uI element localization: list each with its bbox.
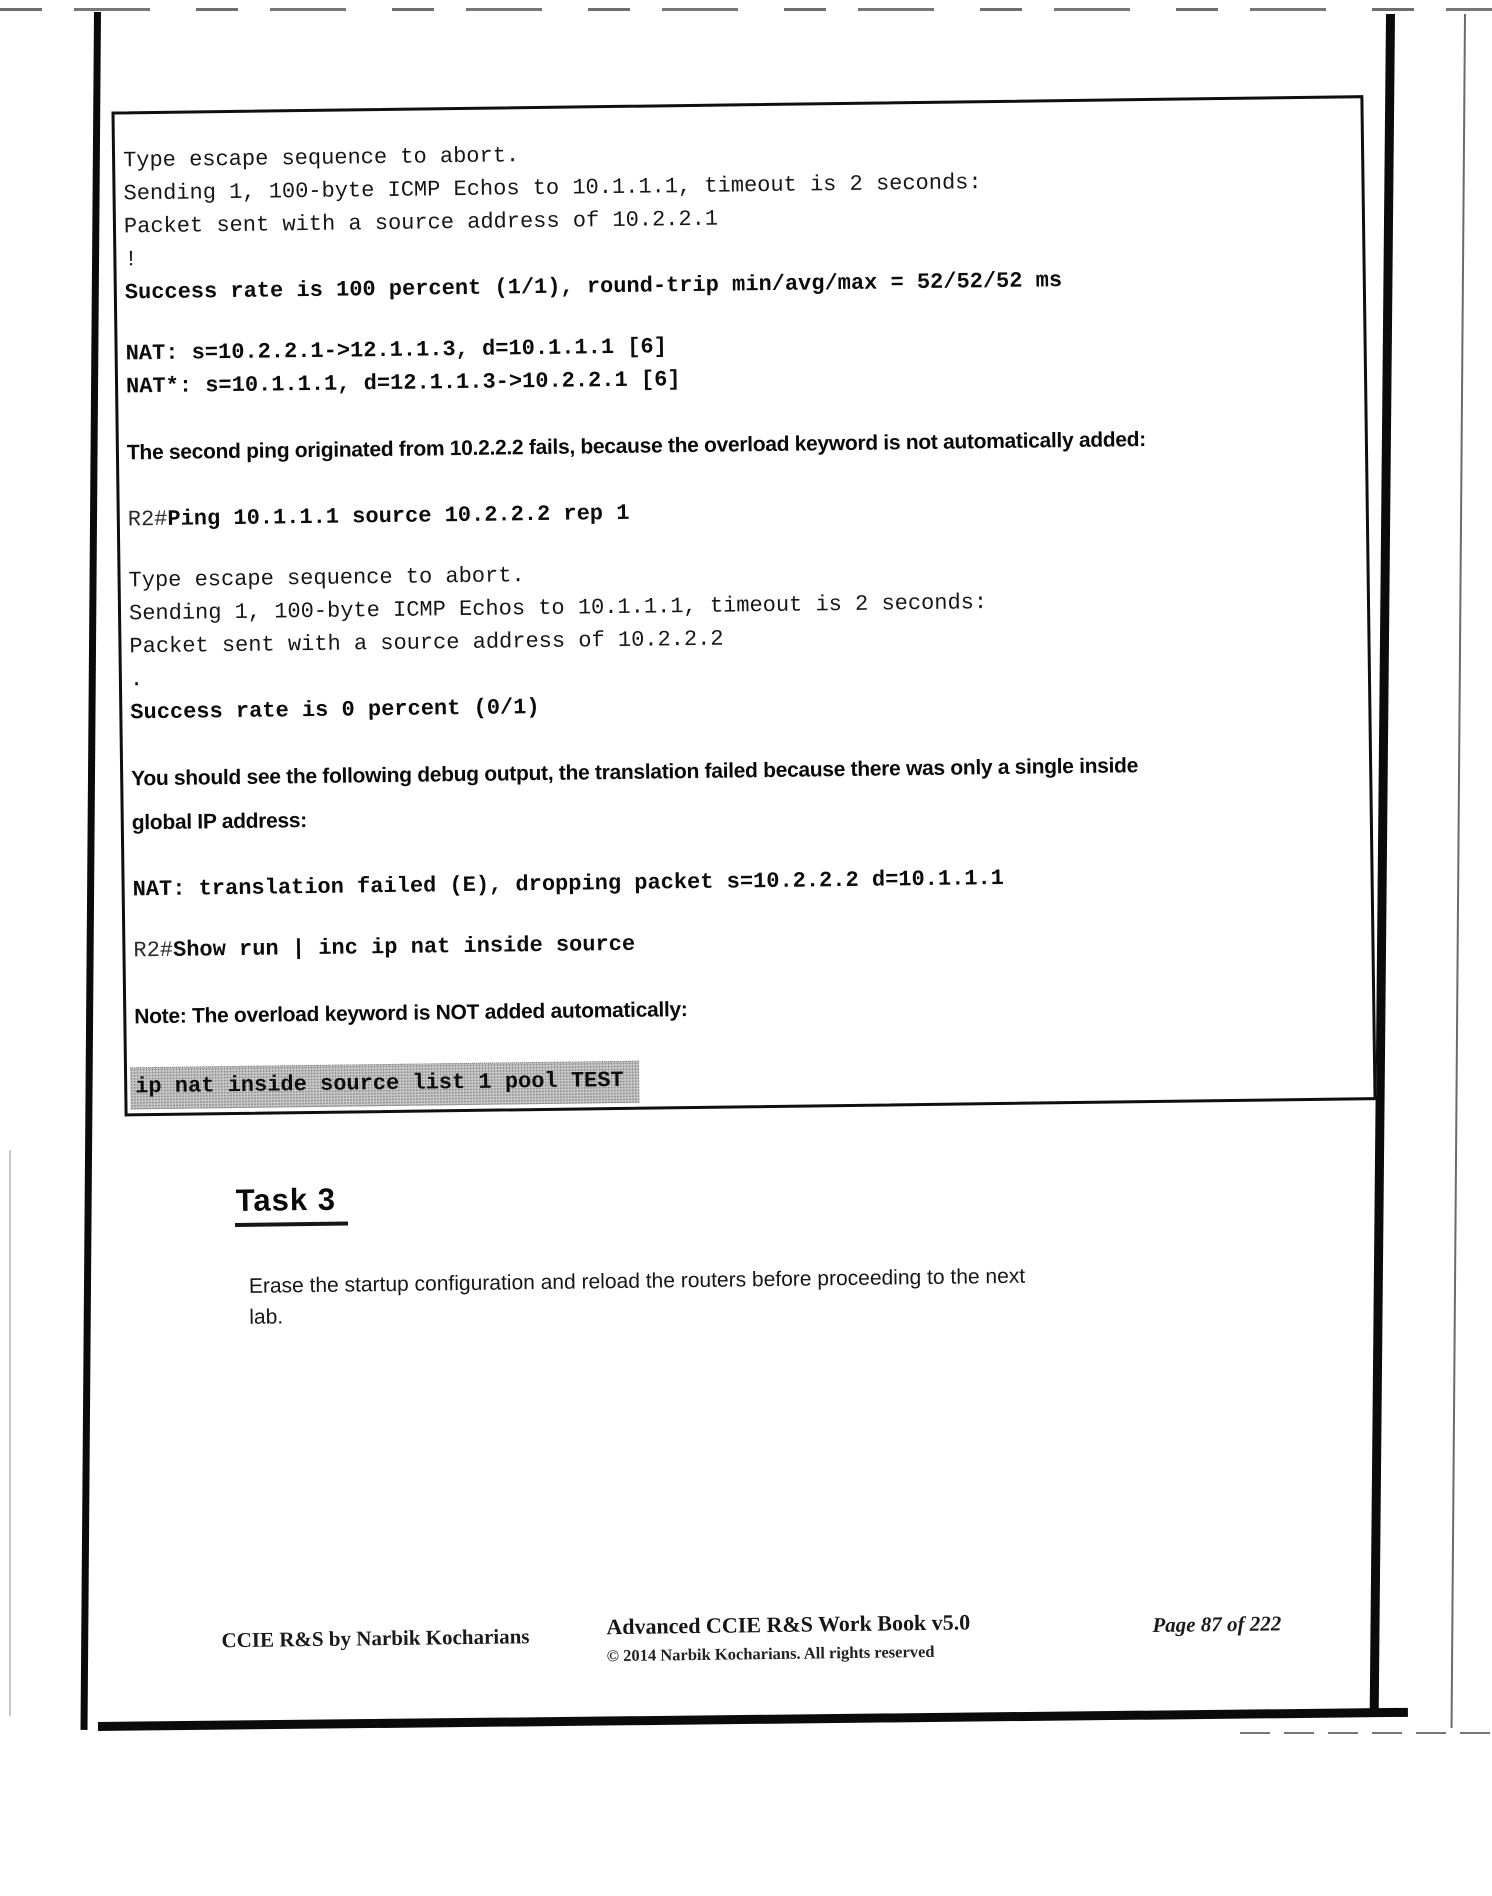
- footer-book-info: [606, 1609, 971, 1666]
- success-rate-line: Success rate is 100 percent (1/1), round-trip min/avg/max = 52/52/52 ms: [124, 268, 1063, 306]
- console-line: Sending 1, 100-byte ICMP Echos to 10.1.1.1, timeout is 2 seconds:: [123, 170, 982, 207]
- note-text: Note: The overload keyword is NOT added automatically:: [134, 998, 688, 1029]
- console-line: Type escape sequence to abort.: [122, 143, 520, 174]
- explanation-text: global IP address:: [131, 809, 308, 835]
- command-text: Show run | inc ip nat inside source: [172, 931, 636, 963]
- console-line: Sending 1, 100-byte ICMP Echos to 10.1.1.1, timeout is 2 seconds:: [128, 590, 988, 627]
- console-line: Packet sent with a source address of 10.2.2.1: [123, 206, 719, 240]
- nat-debug-line: NAT: s=10.2.2.1->12.1.1.3, d=10.1.1.1 [6]: [125, 334, 668, 367]
- task-heading: Task 3: [235, 1182, 349, 1227]
- console-line: Packet sent with a source address of 10.2.2.2: [129, 626, 724, 660]
- success-rate-line: Success rate is 0 percent (0/1): [130, 694, 540, 726]
- footer-copyright: © 2014 Narbik Kocharians. All rights reserved: [606, 1641, 935, 1666]
- footer-page-number: Page 87 of 222: [1152, 1611, 1282, 1638]
- terminal-output-box: [111, 95, 1376, 1116]
- task-description: [249, 1261, 1026, 1333]
- console-line: !: [124, 247, 138, 273]
- task-description-line: Erase the startup configuration and reload the routers before proceeding to the next: [248, 1264, 1026, 1298]
- task-description-line: lab.: [249, 1305, 284, 1329]
- nat-fail-line: NAT: translation failed (E), dropping packet s=10.2.2.2 d=10.1.1.1: [132, 865, 1005, 903]
- task-section: [235, 1173, 1026, 1333]
- scan-left-faint-line: [9, 1150, 11, 1716]
- router-prompt: R2#: [133, 937, 174, 964]
- highlighted-config-line: ip nat inside source list 1 pool TEST: [130, 1061, 640, 1110]
- explanation-text: The second ping originated from 10.2.2.2 fails, because the overload keyword is not automatically added:: [126, 428, 1147, 465]
- footer-book-title: Advanced CCIE R&S Work Book v5.0: [606, 1609, 971, 1640]
- console-line: Type escape sequence to abort.: [128, 563, 525, 594]
- command-text: Ping 10.1.1.1 source 10.2.2.2 rep 1: [167, 500, 630, 532]
- explanation-text: You should see the following debug output, the translation failed because there was only a single inside: [131, 754, 1139, 791]
- footer-author: CCIE R&S by Narbik Kocharians: [221, 1624, 530, 1653]
- nat-debug-line: NAT*: s=10.1.1.1, d=12.1.1.3->10.2.2.1 [6]: [125, 367, 681, 400]
- router-prompt: R2#: [127, 506, 168, 533]
- console-line: .: [129, 667, 144, 693]
